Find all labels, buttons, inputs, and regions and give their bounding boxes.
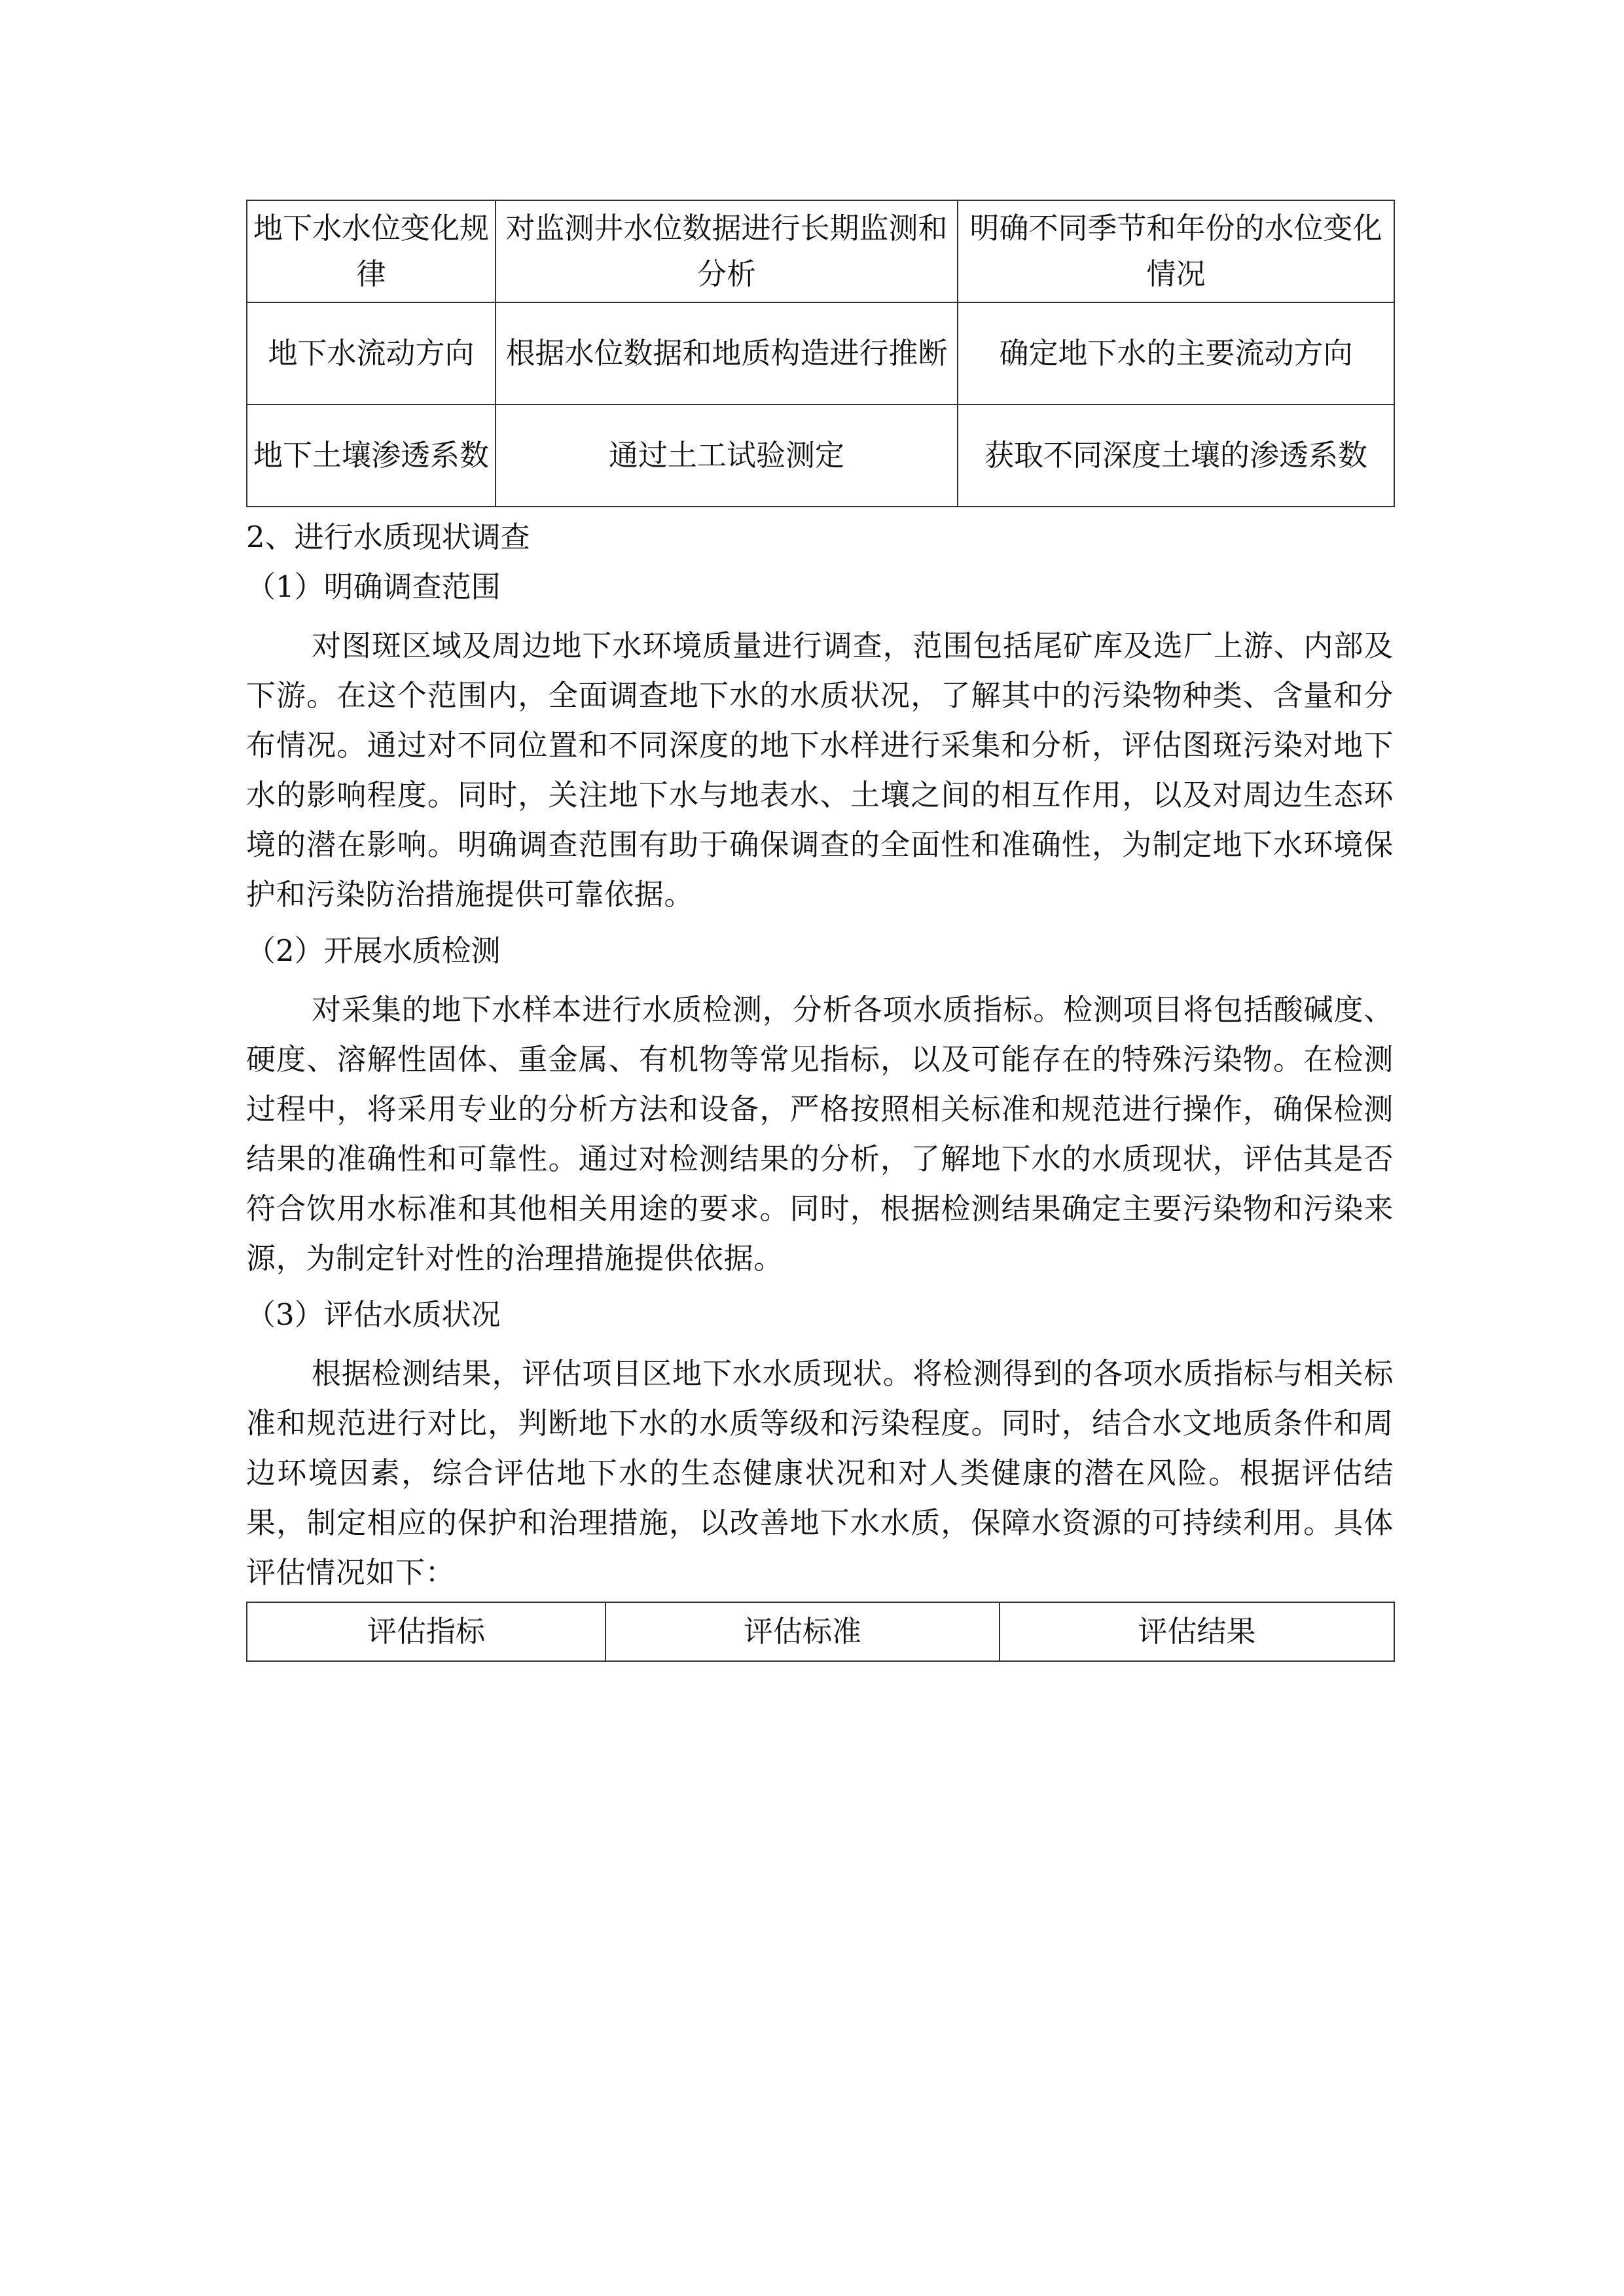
table-cell: 根据水位数据和地质构造进行推断 <box>496 302 958 404</box>
table-cell: 明确不同季节和年份的水位变化情况 <box>958 200 1394 302</box>
subsection-heading-testing: （2）开展水质检测 <box>246 933 501 968</box>
table-header-cell: 评估结果 <box>1000 1602 1394 1661</box>
table-cell: 确定地下水的主要流动方向 <box>958 302 1394 404</box>
table-cell: 获取不同深度土壤的渗透系数 <box>958 404 1394 507</box>
assessment-table <box>246 1602 1395 1662</box>
table-cell: 通过土工试验测定 <box>496 404 958 507</box>
section-heading: 2、进行水质现状调查 <box>246 520 530 554</box>
subsection-heading-scope: （1）明确调查范围 <box>246 569 501 604</box>
table-row <box>247 404 1394 507</box>
document-page <box>246 200 1394 1662</box>
table-header-cell: 评估指标 <box>247 1602 605 1661</box>
table-cell: 地下水水位变化规律 <box>247 200 496 302</box>
groundwater-survey-table <box>246 200 1395 507</box>
table-cell: 地下水流动方向 <box>247 302 496 404</box>
subsection-heading-assessment: （3）评估水质状况 <box>246 1297 501 1332</box>
table-row <box>247 302 1394 404</box>
table-cell: 地下土壤渗透系数 <box>247 404 496 507</box>
paragraph-scope: 对图斑区域及周边地下水环境质量进行调查，范围包括尾矿库及选厂上游、内部及下游。在这个范围内，全面调查地下水的水质状况，了解其中的污染物种类、含量和分布情况。通过对不同位置和不同深度的地下水样进行采集和分析，评估图斑污染对地下水的影响程度。同时，关注地下水与地表水、土壤之间的相互作用，以及对周边生态环境的潜在影响。明确调查范围有助于确保调查的全面性和准确性，为制定地下水环境保护和污染防治措施提供可靠依据。 <box>246 628 1394 912</box>
table-header-row <box>247 1602 1394 1661</box>
paragraph-assessment: 根据检测结果，评估项目区地下水水质现状。将检测得到的各项水质指标与相关标准和规范进行对比，判断地下水的水质等级和污染程度。同时，结合水文地质条件和周边环境因素，综合评估地下水的生态健康状况和对人类健康的潜在风险。根据评估结果，制定相应的保护和治理措施，以改善地下水水质，保障水资源的可持续利用。具体评估情况如下： <box>246 1356 1394 1590</box>
paragraph-testing: 对采集的地下水样本进行水质检测，分析各项水质指标。检测项目将包括酸碱度、硬度、溶解性固体、重金属、有机物等常见指标，以及可能存在的特殊污染物。在检测过程中，将采用专业的分析方法和设备，严格按照相关标准和规范进行操作，确保检测结果的准确性和可靠性。通过对检测结果的分析，了解地下水的水质现状，评估其是否符合饮用水标准和其他相关用途的要求。同时，根据检测结果确定主要污染物和污染来源，为制定针对性的治理措施提供依据。 <box>246 992 1394 1276</box>
table-header-cell: 评估标准 <box>605 1602 1000 1661</box>
table-cell: 对监测井水位数据进行长期监测和分析 <box>496 200 958 302</box>
table-row <box>247 200 1394 302</box>
